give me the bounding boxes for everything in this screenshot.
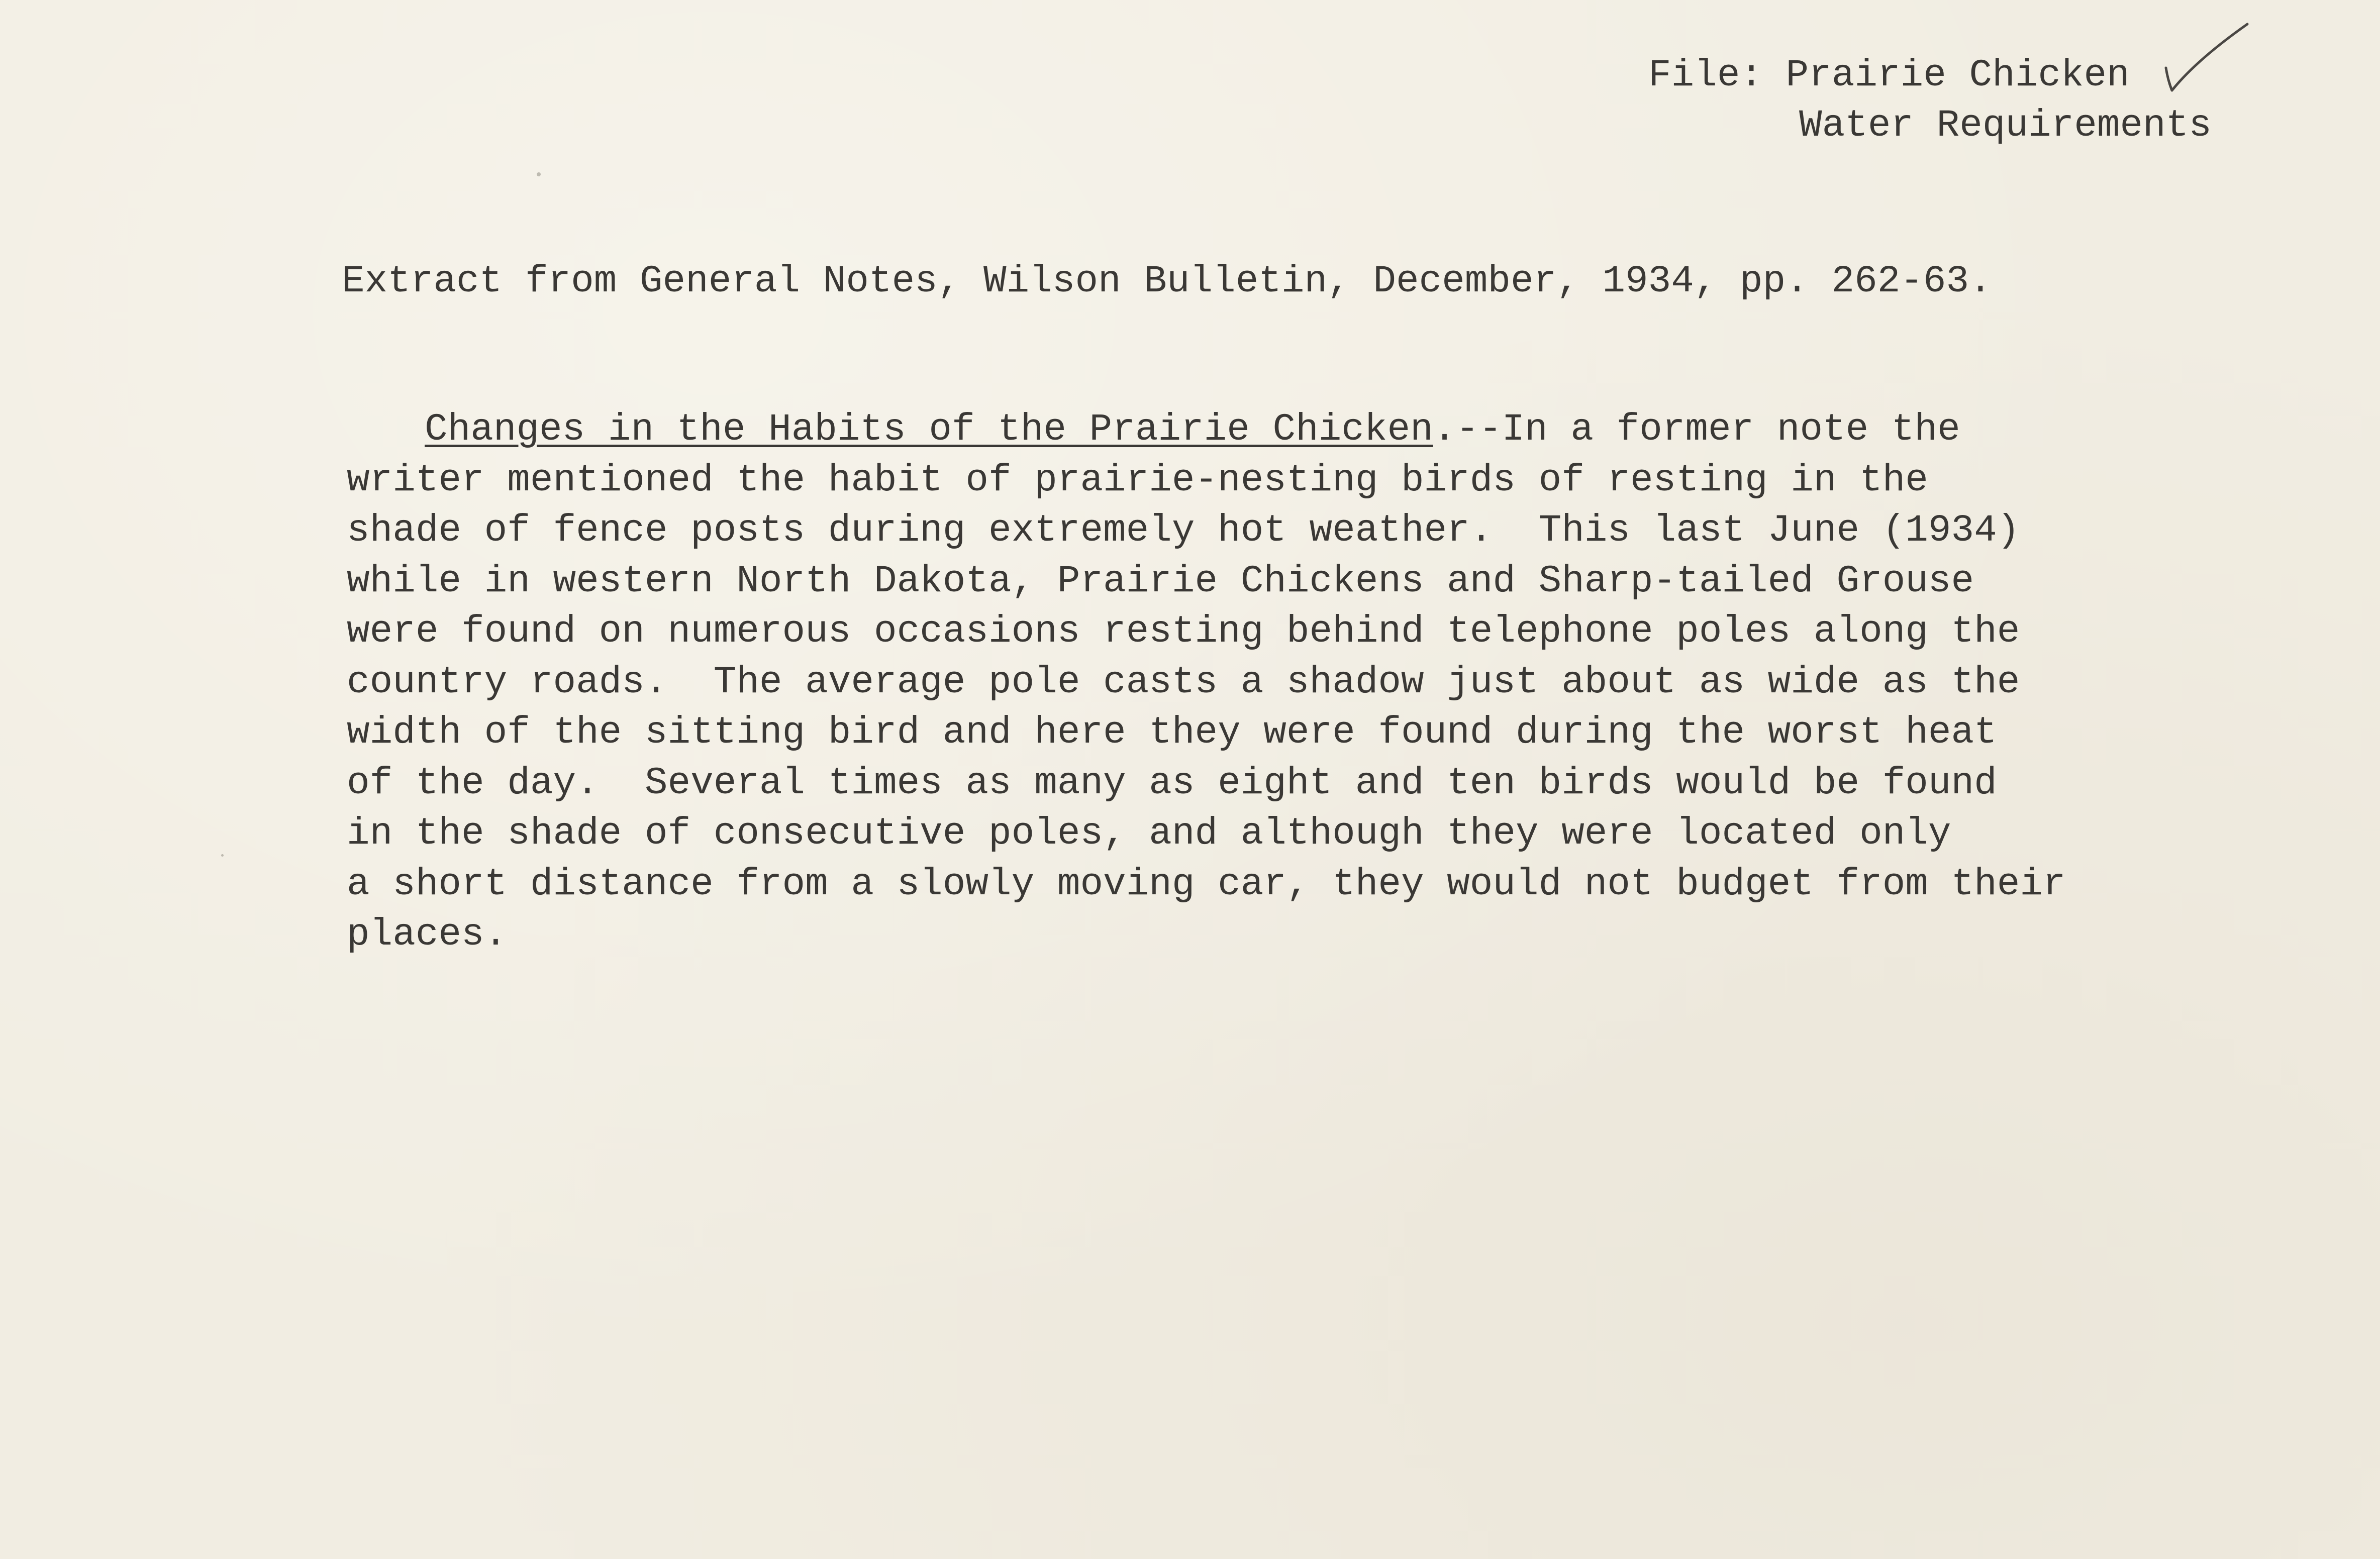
note-line: shade of fence posts during extremely hot weather. This last June (1934): [347, 509, 2020, 552]
note-body: [347, 404, 2307, 960]
note-line: width of the sitting bird and here they were found during the worst heat: [347, 711, 1997, 754]
checkmark-icon: [2161, 20, 2251, 100]
file-label: File: Prairie Chicken: [1648, 54, 2130, 97]
note-line: were found on numerous occasions resting behind telephone poles along the: [347, 610, 2020, 653]
note-heading: Changes in the Habits of the Prairie Chicken: [425, 408, 1433, 451]
note-line: writer mentioned the habit of prairie-nesting birds of resting in the: [347, 458, 1928, 502]
note-line: country roads. The average pole casts a shadow just about as wide as the: [347, 660, 2020, 704]
paper-speck: [537, 172, 541, 176]
note-line: a short distance from a slowly moving car, they would not budget from their: [347, 862, 2066, 906]
file-header: [1648, 50, 2362, 251]
note-first-line-rest: .--In a former note the: [1433, 408, 1960, 451]
paper-speck: [221, 854, 224, 857]
note-first-line: [347, 404, 2307, 455]
note-line: in the shade of consecutive poles, and although they were located only: [347, 812, 1951, 855]
note-line: while in western North Dakota, Prairie Chickens and Sharp-tailed Grouse: [347, 559, 1974, 603]
extract-source-line: Extract from General Notes, Wilson Bulletin, December, 1934, pp. 262-63.: [342, 260, 1992, 303]
file-subject: Water Requirements: [1799, 104, 2212, 147]
note-line: of the day. Several times as many as eight and ten birds would be found: [347, 761, 1997, 805]
note-line: places.: [347, 913, 508, 956]
